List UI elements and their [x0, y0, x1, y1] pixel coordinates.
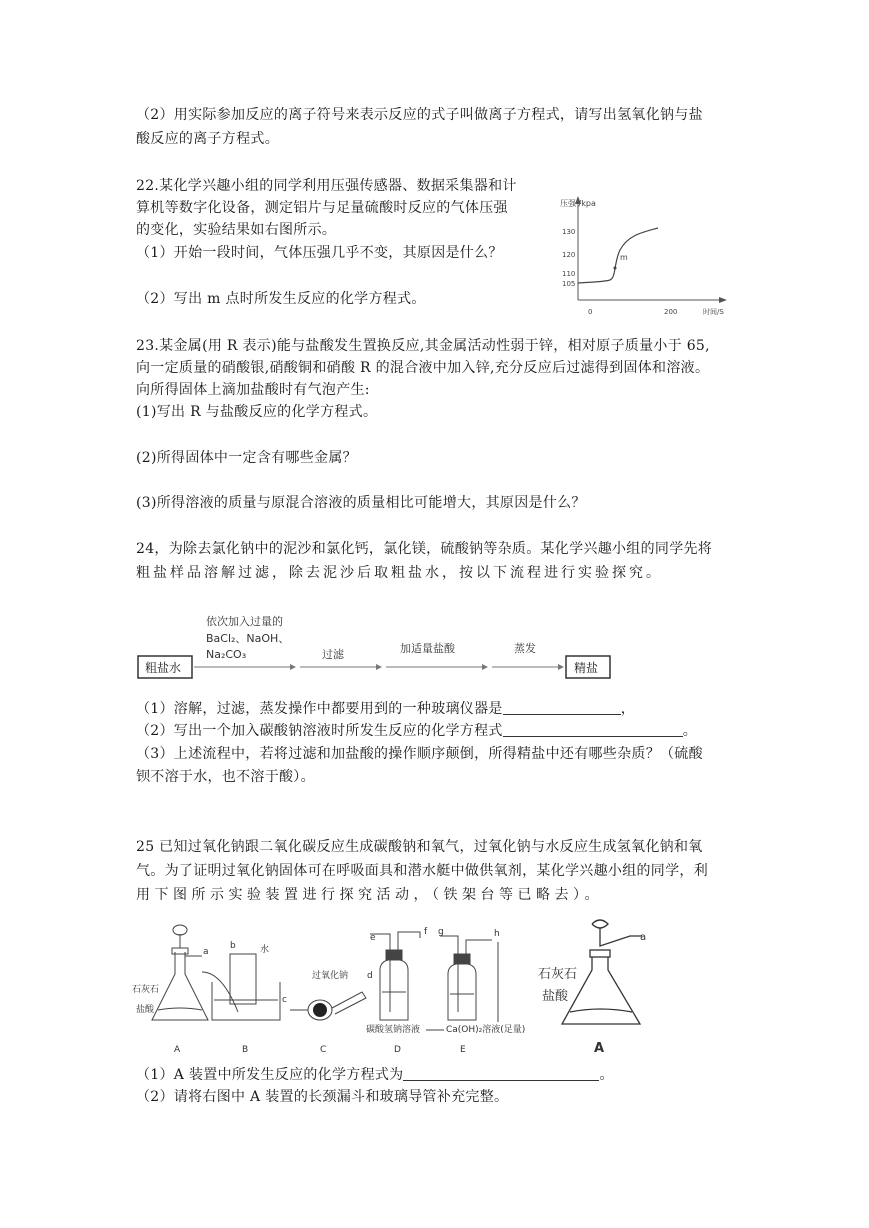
q25-part1-blank[interactable] — [403, 1066, 599, 1081]
point-m-label: m — [620, 253, 628, 262]
label-d: d — [367, 971, 373, 981]
point-m — [614, 267, 617, 270]
caption-a: A — [174, 1045, 181, 1055]
flow-start: 粗盐水 — [145, 661, 182, 675]
e-solution: Ca(OH)₂溶液(足量) — [446, 1025, 526, 1035]
flow-end: 精盐 — [574, 661, 599, 675]
q24-part1-end: ， — [620, 701, 636, 717]
q24-part3-line2: 钡不溶于水，也不溶于酸）。 — [136, 769, 315, 785]
xtick-0: 0 — [588, 308, 593, 316]
q25-part1-end: 。 — [599, 1067, 614, 1083]
apparatus-c — [290, 992, 366, 1020]
ytick-130: 130 — [562, 228, 576, 236]
q24-part1-blank[interactable] — [503, 700, 621, 715]
label-b: b — [230, 941, 236, 951]
q24-part2 — [136, 720, 736, 742]
right-label-acid: 盐酸 — [542, 989, 569, 1004]
q25-part2: （2）请将右图中 A 装置的长颈漏斗和玻璃导管补充完整。 — [136, 1089, 509, 1105]
q24-part1 — [136, 698, 736, 720]
pressure-graph — [548, 190, 738, 325]
flow-step1-c: Na₂CO₃ — [206, 648, 247, 661]
ytick-105: 105 — [562, 280, 576, 288]
label-c: c — [282, 995, 287, 1005]
right-caption: A — [594, 1041, 605, 1056]
label-e-top: e — [370, 933, 376, 943]
q25-part1-text: （1）A 装置中所发生反应的化学方程式为 — [136, 1067, 404, 1083]
right-label-a: a — [640, 932, 647, 943]
q22-part2: （2）写出 m 点时所发生反应的化学方程式。 — [136, 291, 426, 307]
q23-part2: (2)所得固体中一定含有哪些金属？ — [136, 450, 357, 466]
flow-step2: 过滤 — [322, 648, 344, 661]
q21-part2-line1: （2）用实际参加反应的离子符号来表示反应的式子叫做离子方程式，请写出氢氧化钠与盐 — [136, 107, 703, 123]
c-reagent — [313, 1003, 327, 1017]
a-label-limestone: 石灰石 — [132, 985, 160, 995]
label-f: f — [424, 927, 428, 937]
q23-part3: (3)所得溶液的质量与原混合溶液的质量相比可能增大，其原因是什么？ — [136, 495, 586, 511]
q23-part1: (1)写出 R 与盐酸反应的化学方程式。 — [136, 404, 378, 420]
flow-step1-a: 依次加入过量的 — [206, 615, 283, 628]
apparatus-a — [152, 925, 208, 1020]
q22-part1: （1）开始一段时间，气体压强几乎不变，其原因是什么？ — [136, 245, 503, 261]
q21-part2-line2: 酸反应的离子方程式。 — [136, 131, 279, 147]
label-h: h — [494, 929, 500, 939]
q25-line1: 25 已知过氧化钠跟二氧化碳反应生成碳酸钠和氧气，过氧化钠与水反应生成氢氧化钠和氧 — [136, 839, 703, 855]
q24-line2: 粗盐样品溶解过滤，除去泥沙后取粗盐水，按以下流程进行实验探究。 — [136, 565, 663, 581]
xtick-200: 200 — [664, 308, 678, 316]
label-g: g — [438, 927, 444, 937]
caption-d: D — [394, 1045, 401, 1055]
a-label-acid: 盐酸 — [136, 1005, 155, 1015]
flow-step1-b: BaCl₂、NaOH、 — [206, 632, 290, 645]
q24-part1-text: （1）溶解，过滤，蒸发操作中都要用到的一种玻璃仪器是 — [136, 701, 503, 717]
ytick-110: 110 — [562, 270, 576, 278]
right-label-limestone: 石灰石 — [538, 967, 578, 982]
graph-xlabel: 时间/S — [703, 308, 724, 316]
flow-step4: 蒸发 — [514, 642, 536, 655]
apparatus-d — [370, 932, 420, 1020]
apparatus-figure — [130, 912, 660, 1062]
q25-line3: 用下图所示实验装置进行探究活动，（铁架台等已略去）。 — [136, 887, 603, 903]
caption-b: B — [242, 1045, 249, 1055]
label-a: a — [203, 947, 209, 957]
flow-step3: 加适量盐酸 — [400, 642, 455, 655]
q24-part2-blank[interactable] — [503, 722, 683, 737]
q24-part3-line1: （3）上述流程中，若将过滤和加盐酸的操作顺序颠倒，所得精盐中还有哪些杂质？（硫酸 — [136, 746, 703, 762]
graph-ylabel: 压强 /kpa — [560, 199, 596, 208]
q22-line2: 算机等数字化设备，测定铝片与足量硫酸时反应的气体压强 — [136, 200, 508, 216]
apparatus-b — [202, 954, 280, 1020]
d-solution: 碳酸氢钠溶液 — [366, 1025, 421, 1035]
b-water-label: 水 — [260, 945, 270, 955]
c-label: 过氧化钠 — [312, 971, 349, 981]
purification-flow-diagram — [134, 600, 634, 692]
q24-part2-end: 。 — [682, 723, 698, 739]
q23-line3: 向所得固体上滴加盐酸时有气泡产生: — [136, 382, 370, 398]
caption-c: C — [320, 1045, 327, 1055]
ytick-120: 120 — [562, 251, 576, 259]
q22-line3: 的变化，实验结果如右图所示。 — [136, 222, 337, 238]
q23-line2: 向一定质量的硝酸银,硝酸铜和硝酸 R 的混合液中加入锌,充分反应后过滤得到固体和溶液。 — [136, 360, 710, 376]
q23-line1: 23.某金属(用 R 表示)能与盐酸发生置换反应,其金属活动性弱于锌，相对原子质量小于 65, — [136, 338, 710, 354]
q25-part1 — [136, 1064, 736, 1086]
q22-line1: 22.某化学兴趣小组的同学利用压强传感器、数据采集器和计 — [136, 178, 517, 194]
pressure-curve — [578, 228, 658, 283]
q24-line1: 24，为除去氯化钠中的泥沙和氯化钙，氯化镁，硫酸钠等杂质。某化学兴趣小组的同学先将 — [136, 541, 713, 557]
q25-line2: 气。为了证明过氧化钠固体可在呼吸面具和潜水艇中做供氧剂，某化学兴趣小组的同学，利 — [136, 863, 708, 879]
apparatus-e — [440, 936, 498, 1022]
q24-part2-text: （2）写出一个加入碳酸钠溶液时所发生反应的化学方程式 — [136, 723, 503, 739]
caption-e: E — [460, 1045, 466, 1055]
